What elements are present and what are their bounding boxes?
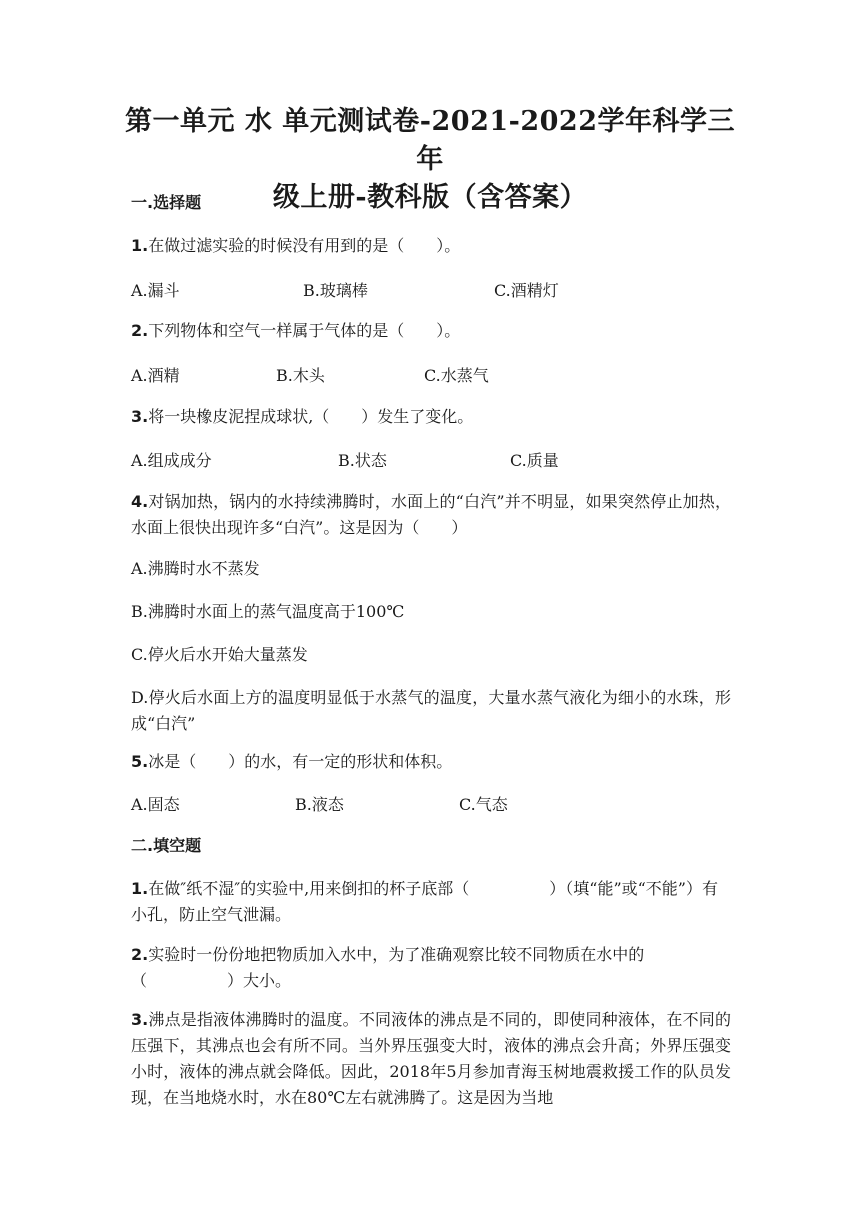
- option-a: A.固态: [131, 795, 180, 814]
- question-number: 2.: [131, 321, 149, 340]
- section-heading-choice: 一.选择题: [131, 193, 202, 212]
- fill-question-3: [131, 1007, 731, 1111]
- option-c: C.质量: [510, 451, 559, 470]
- question-2: [131, 318, 731, 344]
- question-text: 下列物体和空气一样属于气体的是（ ）。: [148, 321, 461, 340]
- title-line-2: 级上册-教科版（含答案）: [272, 182, 588, 213]
- option-c: C.停火后水开始大量蒸发: [131, 645, 308, 664]
- option-b: B.沸腾时水面上的蒸气温度高于100℃: [131, 602, 405, 621]
- option-a: A.漏斗: [131, 281, 180, 300]
- option-a: A.酒精: [131, 366, 180, 385]
- option-b: B.状态: [338, 451, 387, 470]
- question-1: [131, 233, 731, 259]
- question-text: 冰是（ ）的水，有一定的形状和体积。: [148, 752, 453, 771]
- question-number: 1.: [131, 879, 149, 898]
- option-c: C.酒精灯: [494, 281, 559, 300]
- question-text: 在做″纸不湿″的实验中,用来倒扣的杯子底部（ ）（填“能”或“不能”）有小孔，防止空气泄漏。: [131, 879, 718, 924]
- question-number: 1.: [131, 236, 149, 255]
- question-4: [131, 489, 731, 541]
- question-3: [131, 404, 731, 430]
- title-line-1: 第一单元 水 单元测试卷-2021-2022学年科学三年: [124, 106, 735, 175]
- option-d: D.停火后水面上方的温度明显低于水蒸气的温度，大量水蒸气液化为细小的水珠，形成“白汽”: [131, 688, 731, 733]
- question-text: 在做过滤实验的时候没有用到的是（ ）。: [148, 236, 461, 255]
- question-number: 4.: [131, 492, 149, 511]
- fill-question-1: [131, 876, 721, 928]
- option-c: C.水蒸气: [424, 366, 489, 385]
- option-a: A.组成成分: [131, 451, 212, 470]
- question-text: 将一块橡皮泥捏成球状,（ ）发生了变化。: [148, 407, 474, 426]
- question-number: 3.: [131, 1010, 149, 1029]
- option-b: B.木头: [276, 366, 325, 385]
- question-5: [131, 749, 731, 775]
- option-a: A.沸腾时水不蒸发: [131, 559, 260, 578]
- question-text: 沸点是指液体沸腾时的温度。不同液体的沸点是不同的，即使同种液体，在不同的压强下，其沸点也会有所不同。当外界压强变大时，液体的沸点会升高；外界压强变小时，液体的沸点就会降低。因此，2018年5月参加青海玉树地震救援工作的队员发现，在当地烧水时，水在80℃左右就沸腾了。这是因为当地: [131, 1010, 731, 1107]
- section-heading-fill: 二.填空题: [131, 836, 202, 855]
- question-number: 2.: [131, 945, 149, 964]
- question-text: 对锅加热，锅内的水持续沸腾时，水面上的“白汽”并不明显，如果突然停止加热，水面上很快出现许多“白汽”。这是因为（ ）: [131, 492, 731, 537]
- question-text: 实验时一份份地把物质加入水中，为了准确观察比较不同物质在水中的（ ）大小。: [131, 945, 645, 990]
- option-b: B.液态: [295, 795, 344, 814]
- question-number: 5.: [131, 752, 149, 771]
- option-c: C.气态: [459, 795, 508, 814]
- question-number: 3.: [131, 407, 149, 426]
- option-b: B.玻璃棒: [303, 281, 368, 300]
- fill-question-2: [131, 942, 691, 994]
- document-title: [120, 103, 740, 217]
